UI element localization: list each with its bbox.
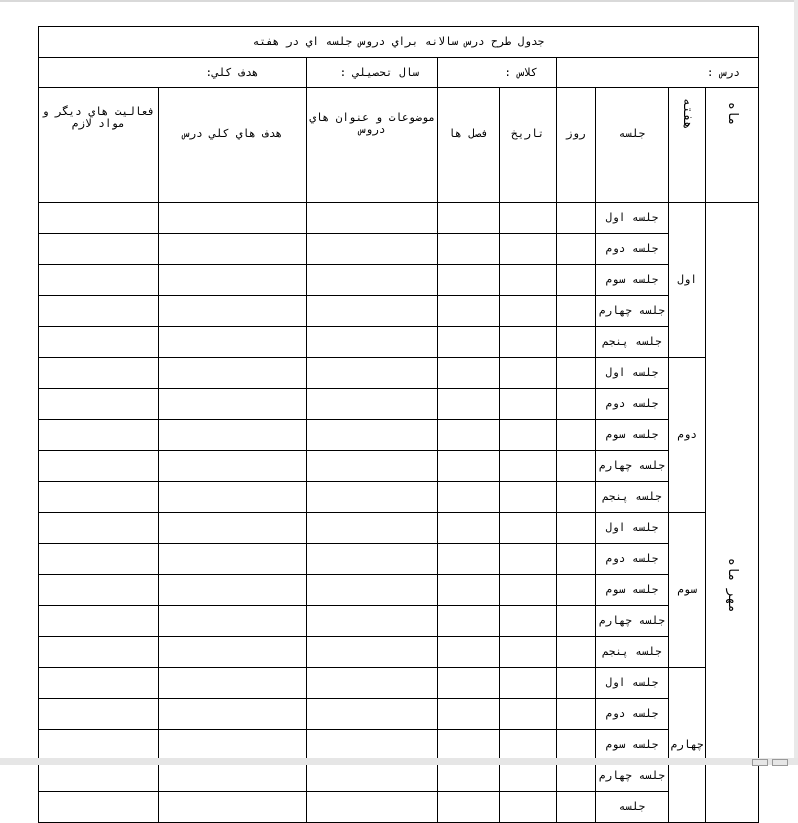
- chapter-cell[interactable]: [438, 358, 500, 389]
- goals-cell[interactable]: [158, 203, 307, 234]
- goals-cell[interactable]: [158, 668, 307, 699]
- table-row: [39, 420, 759, 451]
- date-cell[interactable]: [499, 761, 556, 792]
- topics-cell[interactable]: [307, 637, 438, 668]
- activities-cell[interactable]: [39, 513, 159, 544]
- month-label: مهر ماه: [725, 558, 741, 613]
- date-cell[interactable]: [499, 420, 556, 451]
- day-cell[interactable]: [556, 327, 595, 358]
- session-cell: جلسه دوم: [596, 389, 669, 420]
- activities-cell[interactable]: [39, 389, 159, 420]
- week-cell: سوم: [668, 513, 705, 668]
- table-row: [39, 637, 759, 668]
- header-goals: هدف هاي كلي درس: [158, 88, 307, 203]
- table-row: [39, 730, 759, 761]
- date-cell[interactable]: [499, 513, 556, 544]
- activities-cell[interactable]: [39, 699, 159, 730]
- table-row: [39, 761, 759, 792]
- chapter-cell[interactable]: [438, 203, 500, 234]
- goals-cell[interactable]: [158, 327, 307, 358]
- header-chapter: فصل ها: [438, 88, 500, 203]
- topics-cell[interactable]: [307, 389, 438, 420]
- day-cell[interactable]: [556, 606, 595, 637]
- goals-cell[interactable]: [158, 761, 307, 792]
- session-cell: جلسه چهارم: [596, 296, 669, 327]
- chapter-cell[interactable]: [438, 265, 500, 296]
- activities-cell[interactable]: [39, 730, 159, 761]
- header-activities: فعاليت هاي ديگر و مواد لازم: [39, 88, 159, 203]
- chapter-cell[interactable]: [438, 761, 500, 792]
- goals-cell[interactable]: [158, 265, 307, 296]
- topics-cell[interactable]: [307, 327, 438, 358]
- table-row: [39, 451, 759, 482]
- view-mode-icon[interactable]: [772, 759, 788, 766]
- topics-cell[interactable]: [307, 513, 438, 544]
- day-cell[interactable]: [556, 575, 595, 606]
- goals-cell[interactable]: [158, 451, 307, 482]
- topics-cell[interactable]: [307, 451, 438, 482]
- overall-goal-field: هدف كلي:: [39, 58, 307, 88]
- activities-cell[interactable]: [39, 668, 159, 699]
- activities-cell[interactable]: [39, 265, 159, 296]
- chapter-cell[interactable]: [438, 575, 500, 606]
- activities-cell[interactable]: [39, 637, 159, 668]
- table-row: [39, 296, 759, 327]
- date-cell[interactable]: [499, 482, 556, 513]
- topics-cell[interactable]: [307, 203, 438, 234]
- goals-cell[interactable]: [158, 389, 307, 420]
- topics-cell[interactable]: [307, 358, 438, 389]
- day-cell[interactable]: [556, 792, 595, 823]
- session-cell: جلسه چهارم: [596, 761, 669, 792]
- day-cell[interactable]: [556, 513, 595, 544]
- goals-cell[interactable]: [158, 544, 307, 575]
- view-mode-icon[interactable]: [752, 759, 768, 766]
- topics-cell[interactable]: [307, 234, 438, 265]
- day-cell[interactable]: [556, 234, 595, 265]
- activities-cell[interactable]: [39, 761, 159, 792]
- topics-cell[interactable]: [307, 668, 438, 699]
- session-cell: جلسه دوم: [596, 544, 669, 575]
- goals-cell[interactable]: [158, 792, 307, 823]
- day-cell[interactable]: [556, 668, 595, 699]
- activities-cell[interactable]: [39, 327, 159, 358]
- topics-cell[interactable]: [307, 730, 438, 761]
- header-month: ماه: [706, 88, 759, 203]
- session-cell: جلسه سوم: [596, 730, 669, 761]
- chapter-cell[interactable]: [438, 234, 500, 265]
- day-cell[interactable]: [556, 265, 595, 296]
- session-cell: جلسه پنجم: [596, 482, 669, 513]
- activities-cell[interactable]: [39, 296, 159, 327]
- activities-cell[interactable]: [39, 451, 159, 482]
- goals-cell[interactable]: [158, 234, 307, 265]
- table-row: [39, 389, 759, 420]
- goals-cell[interactable]: [158, 575, 307, 606]
- table-row: [39, 668, 759, 699]
- session-cell: جلسه پنجم: [596, 327, 669, 358]
- date-cell[interactable]: [499, 730, 556, 761]
- session-cell: جلسه سوم: [596, 575, 669, 606]
- session-cell: جلسه دوم: [596, 234, 669, 265]
- goals-cell[interactable]: [158, 420, 307, 451]
- activities-cell[interactable]: [39, 420, 159, 451]
- date-cell[interactable]: [499, 606, 556, 637]
- session-cell: جلسه اول: [596, 513, 669, 544]
- activities-cell[interactable]: [39, 606, 159, 637]
- class-field: كلاس :: [438, 58, 556, 88]
- activities-cell[interactable]: [39, 203, 159, 234]
- header-date: تاريخ: [499, 88, 556, 203]
- table-title: جدول طرح درس سالانه براي دروس جلسه اي در هفته: [39, 27, 759, 58]
- day-cell[interactable]: [556, 544, 595, 575]
- table-row: [39, 234, 759, 265]
- day-cell[interactable]: [556, 637, 595, 668]
- day-cell[interactable]: [556, 296, 595, 327]
- week-cell: اول: [668, 203, 705, 358]
- date-cell[interactable]: [499, 296, 556, 327]
- goals-cell[interactable]: [158, 513, 307, 544]
- chapter-cell[interactable]: [438, 637, 500, 668]
- table-row: [39, 544, 759, 575]
- topics-cell[interactable]: [307, 792, 438, 823]
- day-cell[interactable]: [556, 451, 595, 482]
- chapter-cell[interactable]: [438, 513, 500, 544]
- topics-cell[interactable]: [307, 699, 438, 730]
- activities-cell[interactable]: [39, 544, 159, 575]
- header-day: روز: [556, 88, 595, 203]
- session-cell: جلسه دوم: [596, 699, 669, 730]
- date-cell[interactable]: [499, 265, 556, 296]
- session-cell: جلسه چهارم: [596, 451, 669, 482]
- header-session: جلسه: [596, 88, 669, 203]
- table-row: [39, 575, 759, 606]
- date-cell[interactable]: [499, 358, 556, 389]
- session-cell: جلسه پنجم: [596, 637, 669, 668]
- day-cell[interactable]: [556, 389, 595, 420]
- table-row: [39, 606, 759, 637]
- date-cell[interactable]: [499, 451, 556, 482]
- table-row: [39, 203, 759, 234]
- session-cell: جلسه سوم: [596, 420, 669, 451]
- date-cell[interactable]: [499, 234, 556, 265]
- table-row: [39, 513, 759, 544]
- topics-cell[interactable]: [307, 544, 438, 575]
- topics-cell[interactable]: [307, 265, 438, 296]
- activities-cell[interactable]: [39, 358, 159, 389]
- activities-cell[interactable]: [39, 482, 159, 513]
- table-row: [39, 358, 759, 389]
- date-cell[interactable]: [499, 699, 556, 730]
- chapter-cell[interactable]: [438, 699, 500, 730]
- activities-cell[interactable]: [39, 792, 159, 823]
- academic-year-field: سال تحصيلي :: [307, 58, 438, 88]
- chapter-cell[interactable]: [438, 420, 500, 451]
- goals-cell[interactable]: [158, 699, 307, 730]
- table-row: [39, 482, 759, 513]
- chapter-cell[interactable]: [438, 668, 500, 699]
- date-cell[interactable]: [499, 544, 556, 575]
- day-cell[interactable]: [556, 699, 595, 730]
- chapter-cell[interactable]: [438, 606, 500, 637]
- chapter-cell[interactable]: [438, 544, 500, 575]
- session-cell: جلسه اول: [596, 358, 669, 389]
- day-cell[interactable]: [556, 730, 595, 761]
- chapter-cell[interactable]: [438, 327, 500, 358]
- topics-cell[interactable]: [307, 761, 438, 792]
- goals-cell[interactable]: [158, 482, 307, 513]
- session-cell: جلسه اول: [596, 203, 669, 234]
- week-cell: دوم: [668, 358, 705, 513]
- chapter-cell[interactable]: [438, 451, 500, 482]
- date-cell[interactable]: [499, 389, 556, 420]
- topics-cell[interactable]: [307, 575, 438, 606]
- date-cell[interactable]: [499, 637, 556, 668]
- activities-cell[interactable]: [39, 234, 159, 265]
- date-cell[interactable]: [499, 203, 556, 234]
- day-cell[interactable]: [556, 420, 595, 451]
- sessions-body: [39, 203, 759, 823]
- chapter-cell[interactable]: [438, 792, 500, 823]
- week-cell: چهارم: [668, 668, 705, 823]
- chapter-cell[interactable]: [438, 730, 500, 761]
- goals-cell[interactable]: [158, 296, 307, 327]
- table-row: [39, 792, 759, 823]
- day-cell[interactable]: [556, 358, 595, 389]
- chapter-cell[interactable]: [438, 389, 500, 420]
- topics-cell[interactable]: [307, 296, 438, 327]
- topics-cell[interactable]: [307, 482, 438, 513]
- table-row: [39, 327, 759, 358]
- session-cell: جلسه: [596, 792, 669, 823]
- goals-cell[interactable]: [158, 730, 307, 761]
- session-cell: جلسه اول: [596, 668, 669, 699]
- table-row: [39, 699, 759, 730]
- month-cell: [706, 203, 759, 823]
- table-row: [39, 265, 759, 296]
- lesson-field: درس :: [556, 58, 758, 88]
- day-cell[interactable]: [556, 761, 595, 792]
- date-cell[interactable]: [499, 575, 556, 606]
- day-cell[interactable]: [556, 203, 595, 234]
- topics-cell[interactable]: [307, 606, 438, 637]
- activities-cell[interactable]: [39, 575, 159, 606]
- date-cell[interactable]: [499, 327, 556, 358]
- header-week: هفته: [668, 88, 705, 203]
- goals-cell[interactable]: [158, 637, 307, 668]
- header-topics: موضوعات و عنوان هاي دروس: [307, 88, 438, 203]
- goals-cell[interactable]: [158, 358, 307, 389]
- lesson-plan-table: [38, 26, 759, 823]
- date-cell[interactable]: [499, 792, 556, 823]
- date-cell[interactable]: [499, 668, 556, 699]
- topics-cell[interactable]: [307, 420, 438, 451]
- session-cell: جلسه سوم: [596, 265, 669, 296]
- day-cell[interactable]: [556, 482, 595, 513]
- chapter-cell[interactable]: [438, 482, 500, 513]
- goals-cell[interactable]: [158, 606, 307, 637]
- page-edge: [0, 758, 798, 765]
- chapter-cell[interactable]: [438, 296, 500, 327]
- session-cell: جلسه چهارم: [596, 606, 669, 637]
